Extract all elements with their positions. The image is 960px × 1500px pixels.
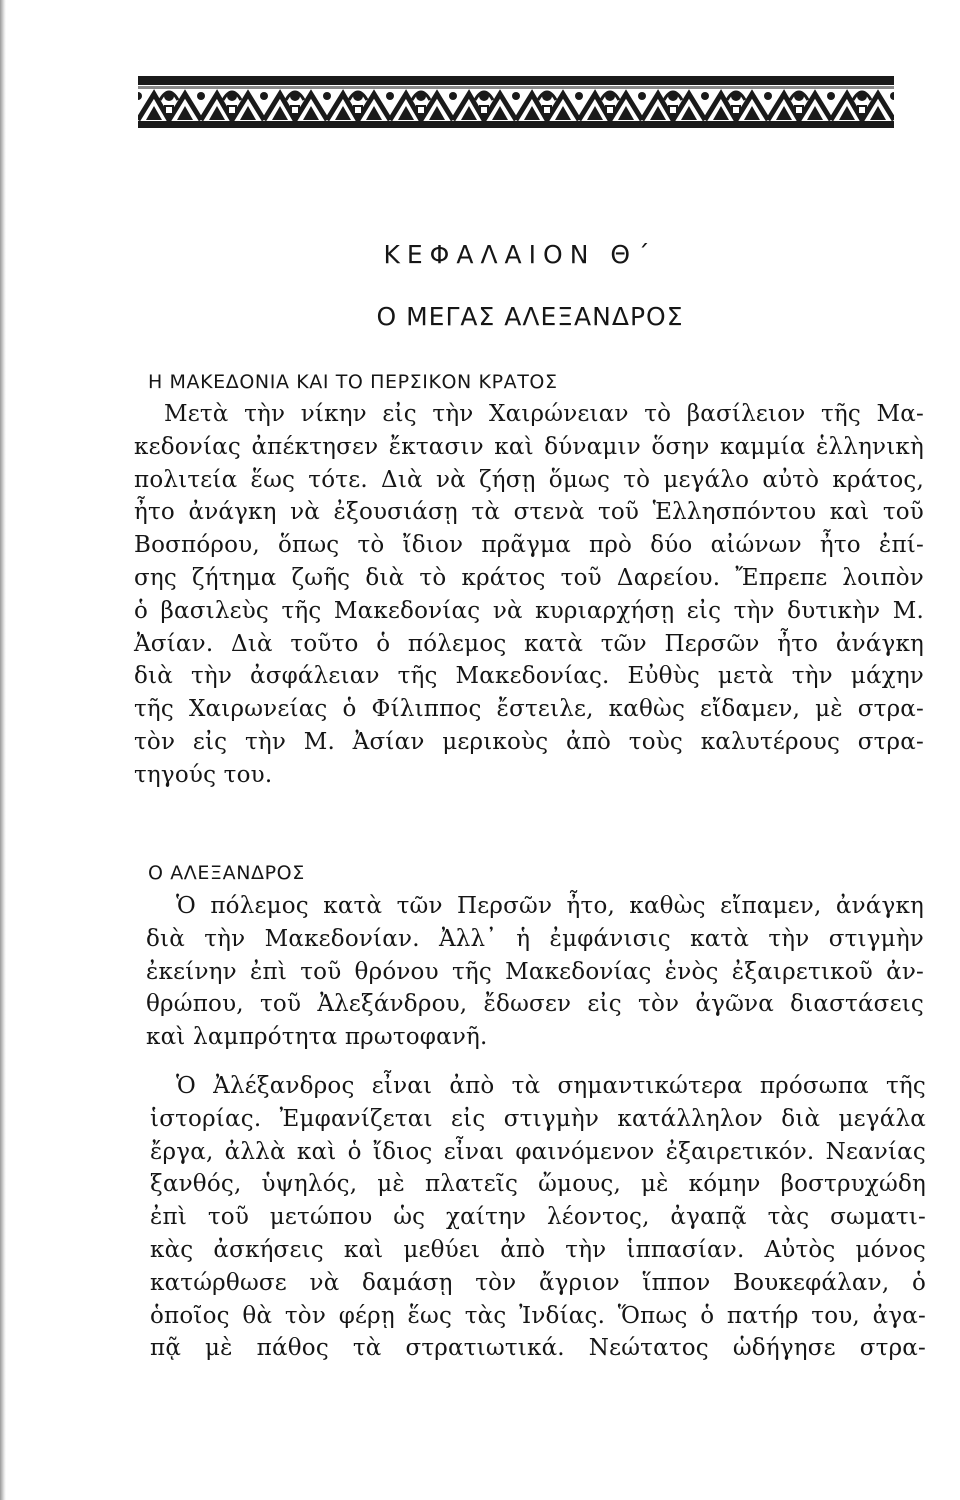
text-line: ἱστορίας. Ἐμφανίζεται εἰς στιγμὴν κατάλληλον διὰ μεγάλα	[150, 1105, 926, 1132]
paragraph-macedonia	[134, 398, 924, 792]
paragraph-alexander	[150, 1070, 926, 1365]
page-edge	[0, 0, 6, 1500]
text-line: διὰ τὴν Μακεδονίαν. Ἀλλ᾽ ἡ ἐμφάνισις κατὰ τὴν στιγμὴν	[146, 925, 924, 952]
section-heading-alexander: Ο ΑΛΕΞΑΝΔΡΟΣ	[148, 862, 305, 884]
text-line: ὁποῖος θὰ τὸν φέρῃ ἕως τὰς Ἰνδίας. Ὅπως ὁ πατήρ του, ἀγα-	[150, 1302, 926, 1329]
text-line: ἐπὶ τοῦ μετώπου ὡς χαίτην λέοντος, ἀγαπᾷ τὰς σωματι-	[150, 1204, 926, 1231]
text-line: ξανθός, ὑψηλός, μὲ πλατεῖς ὤμους, μὲ κόμην βοστρυχώδη	[150, 1171, 926, 1198]
text-line: τὸν εἰς τὴν Μ. Ἀσίαν μερικοὺς ἀπὸ τοὺς καλυτέρους στρα-	[134, 728, 924, 755]
text-line: ἐκείνην ἐπὶ τοῦ θρόνου τῆς Μακεδονίας ἑνὸς ἐξαιρετικοῦ ἀν-	[146, 958, 924, 985]
text-line: κὰς ἀσκήσεις καὶ μεθύει ἀπὸ τὴν ἱππασίαν. Αὐτὸς μόνος	[150, 1236, 926, 1263]
text-line: Ὁ πόλεμος κατὰ τῶν Περσῶν ἦτο, καθὼς εἴπαμεν, ἀνάγκη	[176, 893, 924, 919]
text-line: ἔργα, ἀλλὰ καὶ ὁ ἴδιος εἶναι φαινόμενον ἐξαιρετικόν. Νεανίας	[150, 1138, 926, 1165]
greek-key-ornament-icon	[138, 76, 894, 128]
text-line: τηγούς του.	[134, 761, 273, 788]
text-line: ἦτο ἀνάγκη νὰ ἐξουσιάσῃ τὰ στενὰ τοῦ Ἑλλησπόντου καὶ τοῦ	[134, 499, 924, 526]
text-line: Ἀσίαν. Διὰ τοῦτο ὁ πόλεμος κατὰ τῶν Περσῶν ἦτο ἀνάγκη	[134, 630, 924, 657]
chapter-title: Ο ΜΕΓΑΣ ΑΛΕΞΑΝΔΡΟΣ	[376, 302, 684, 331]
paragraph-war	[146, 890, 924, 1054]
text-line: τῆς Χαιρωνείας ὁ Φίλιππος ἔστειλε, καθὼς εἴδαμεν, μὲ στρα-	[134, 696, 924, 723]
text-line: Βοσπόρου, ὅπως τὸ ἴδιον πρᾶγμα πρὸ δύο αἰώνων ἦτο ἐπί-	[134, 532, 924, 559]
text-line: Μετὰ τὴν νίκην εἰς τὴν Χαιρώνειαν τὸ βασίλειον τῆς Μα-	[164, 401, 924, 427]
text-line: πολιτεία ἕως τότε. Διὰ νὰ ζήσῃ ὅμως τὸ μεγάλο αὐτὸ κράτος,	[134, 466, 924, 493]
text-line: Ὁ Ἀλέξανδρος εἶναι ἀπὸ τὰ σημαντικώτερα πρόσωπα τῆς	[176, 1073, 926, 1099]
text-line: καὶ λαμπρότητα πρωτοφανῆ.	[146, 1024, 488, 1051]
text-line: κεδονίας ἀπέκτησεν ἔκτασιν καὶ δύναμιν ὅσην καμμία ἑλληνικὴ	[134, 433, 924, 460]
text-line: διὰ τὴν ἀσφάλειαν τῆς Μακεδονίας. Εὐθὺς μετὰ τὴν μάχην	[134, 663, 924, 690]
text-line: θρώπου, τοῦ Ἀλεξάνδρου, ἔδωσεν εἰς τὸν ἀγῶνα διαστάσεις	[146, 991, 924, 1018]
section-heading-macedonia: Η ΜΑΚΕΔΟΝΙΑ ΚΑΙ ΤΟ ΠΕΡΣΙΚΟΝ ΚΡΑΤΟΣ	[148, 371, 558, 393]
text-line: ὁ βασιλεὺς τῆς Μακεδονίας νὰ κυριαρχήσῃ εἰς τὴν δυτικὴν Μ.	[134, 597, 924, 624]
text-line: σης ζήτημα ζωῆς διὰ τὸ κράτος τοῦ Δαρείου. Ἔπρεπε λοιπὸν	[134, 564, 924, 591]
text-line: κατώρθωσε νὰ δαμάσῃ τὸν ἄγριον ἵππον Βουκεφάλαν, ὁ	[150, 1269, 926, 1296]
chapter-label: ΚΕΦΑΛΑΙΟΝ Θ΄	[383, 240, 657, 269]
text-line: πᾷ μὲ πάθος τὰ στρατιωτικά. Νεώτατος ὡδήγησε στρα-	[150, 1335, 926, 1362]
